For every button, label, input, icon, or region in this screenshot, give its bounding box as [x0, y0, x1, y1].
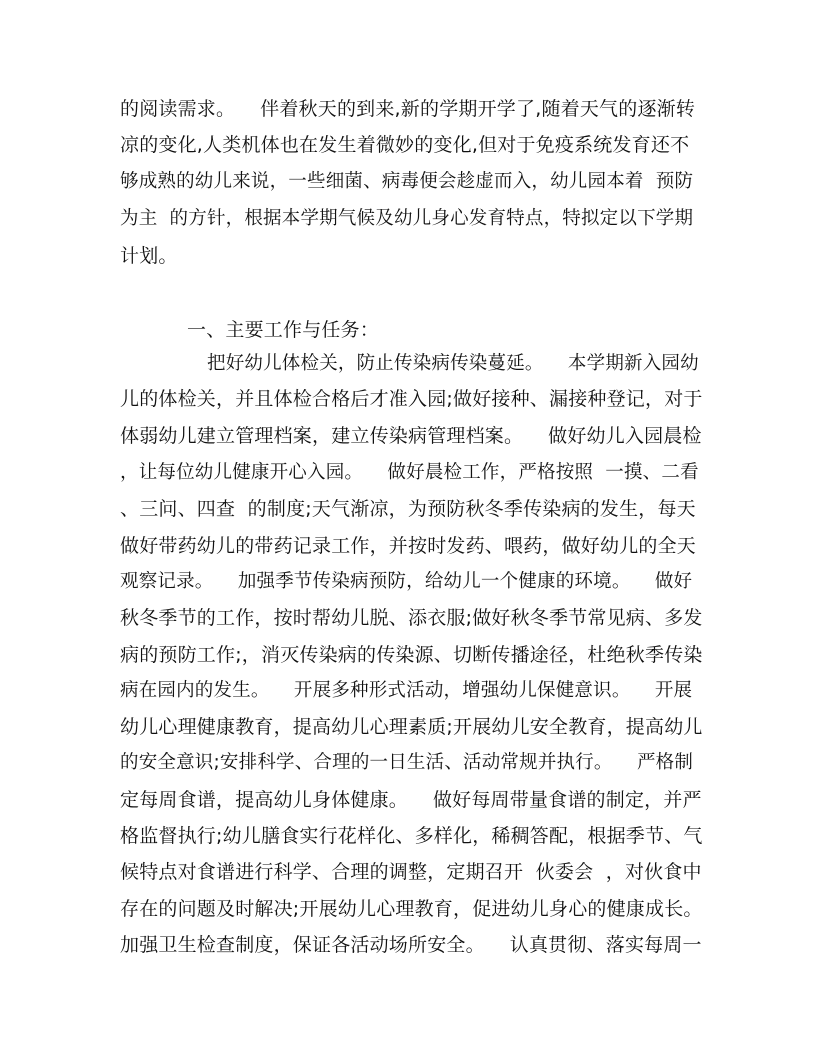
body-line: 病在园内的发生。 开展多种形式活动，增强幼儿保健意识。 开展	[120, 680, 693, 701]
intro-line: 为主 的方针，根据本学期气候及幼儿身心发育特点，特拟定以下学期	[120, 208, 694, 229]
body-line: 存在的问题及时解决;开展幼儿心理教育，促进幼儿身心的健康成长。	[120, 898, 703, 920]
body-line: 做好带药幼儿的带药记录工作，并按时发药、喂药，做好幼儿的全天	[120, 535, 697, 557]
body-line: 儿的体检关，并且体检合格后才准入园;做好接种、漏接种登记，对于	[120, 388, 703, 410]
body-line: 、三问、四查 的制度;天气渐凉，为预防秋冬季传染病的发生，每天	[120, 498, 696, 520]
intro-line: 的阅读需求。 伴着秋天的到来,新的学期开学了,随着天气的逐渐转	[120, 98, 696, 120]
body-line: 格监督执行;幼儿膳食实行花样化、多样化，稀稠答配，根据季节、气	[120, 825, 703, 847]
body-line: 病的预防工作;，消灭传染病的传染源、切断传播途径，杜绝秋季传染	[120, 644, 703, 666]
body-line: 的安全意识;安排科学、合理的一日生活、活动常规并执行。 严格制	[120, 752, 694, 773]
intro-line: 计划。	[120, 245, 178, 267]
section-heading: 一、主要工作与任务：	[187, 319, 380, 341]
body-line: 加强卫生检查制度，保证各活动场所安全。 认真贯彻、落实每周一	[120, 934, 702, 956]
body-line: 体弱幼儿建立管理档案，建立传染病管理档案。 做好幼儿入园晨检	[120, 425, 702, 447]
body-line: 把好幼儿体检关，防止传染病传染蔓延。 本学期新入园幼	[207, 353, 699, 374]
body-line: 候特点对食谱进行科学、合理的调整，定期召开 伙委会 ，对伙食中	[120, 861, 702, 883]
intro-line: 凉的变化,人类机体也在发生着微妙的变化,但对于免疫系统发育还不	[120, 134, 690, 156]
body-line: 观察记录。 加强季节传染病预防，给幼儿一个健康的环境。 做好	[120, 571, 693, 592]
body-line: 秋冬季节的工作，按时帮幼儿脱、添衣服;做好秋冬季节常见病、多发	[120, 607, 703, 629]
body-line: 定每周食谱，提高幼儿身体健康。 做好每周带量食谱的制定，并严	[120, 789, 702, 811]
body-line: 幼儿心理健康教育，提高幼儿心理素质;开展幼儿安全教育，提高幼儿	[120, 716, 703, 738]
intro-line: 够成熟的幼儿来说，一些细菌、病毒便会趁虚而入，幼儿园本着 预防	[120, 171, 694, 192]
body-line: ，让每位幼儿健康开心入园。 做好晨检工作，严格按照 一摸、二看	[120, 462, 699, 483]
